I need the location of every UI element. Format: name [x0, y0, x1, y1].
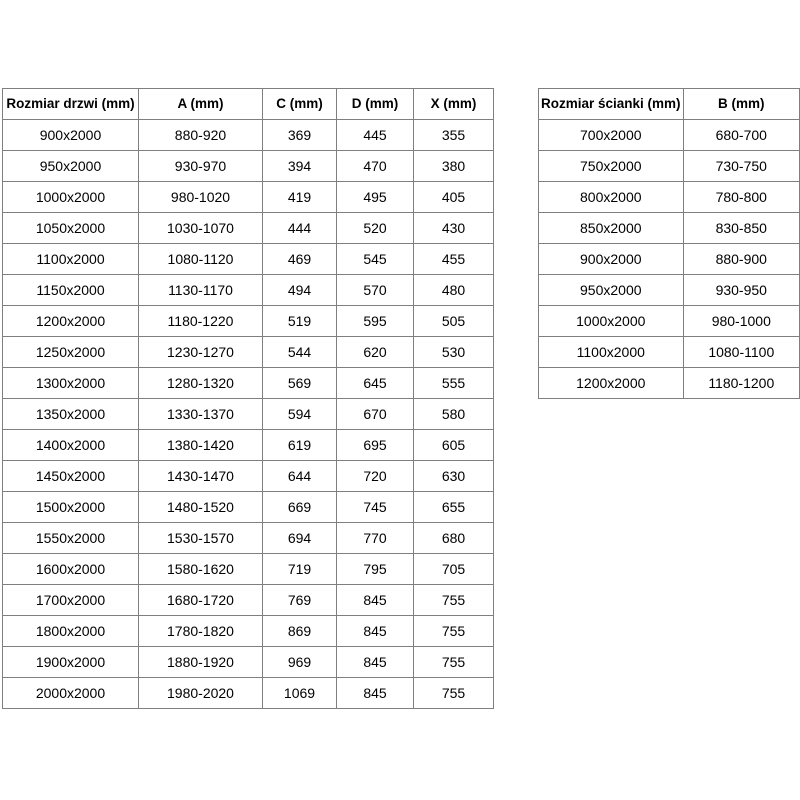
- table-cell: 755: [414, 678, 494, 709]
- table-cell: 1600x2000: [3, 554, 139, 585]
- table-row: [3, 647, 494, 678]
- table-cell: 1300x2000: [3, 368, 139, 399]
- table-cell: 1280-1320: [139, 368, 263, 399]
- table-row: [3, 523, 494, 554]
- table-cell: 1250x2000: [3, 337, 139, 368]
- table-cell: 694: [263, 523, 337, 554]
- table-cell: 594: [263, 399, 337, 430]
- table-cell: 519: [263, 306, 337, 337]
- table-cell: 1500x2000: [3, 492, 139, 523]
- table-row: [3, 368, 494, 399]
- table-row: [3, 399, 494, 430]
- table-cell: 969: [263, 647, 337, 678]
- table-cell: 520: [337, 213, 414, 244]
- table-cell: 845: [337, 616, 414, 647]
- table-row: [3, 120, 494, 151]
- table-cell: 480: [414, 275, 494, 306]
- table-cell: 705: [414, 554, 494, 585]
- table-row: [3, 337, 494, 368]
- table-cell: 1200x2000: [539, 368, 684, 399]
- column-header: C (mm): [263, 89, 337, 120]
- table-cell: 1580-1620: [139, 554, 263, 585]
- table-row: [539, 182, 800, 213]
- column-header: B (mm): [683, 89, 799, 120]
- table-cell: 1000x2000: [539, 306, 684, 337]
- table-cell: 900x2000: [539, 244, 684, 275]
- column-header: X (mm): [414, 89, 494, 120]
- table-cell: 2000x2000: [3, 678, 139, 709]
- table-cell: 845: [337, 678, 414, 709]
- table-cell: 655: [414, 492, 494, 523]
- table-cell: 745: [337, 492, 414, 523]
- table-row: [539, 151, 800, 182]
- table-cell: 669: [263, 492, 337, 523]
- table-row: [3, 213, 494, 244]
- table-cell: 795: [337, 554, 414, 585]
- table-cell: 570: [337, 275, 414, 306]
- table-cell: 1130-1170: [139, 275, 263, 306]
- table-cell: 605: [414, 430, 494, 461]
- table-row: [3, 151, 494, 182]
- table-cell: 1180-1200: [683, 368, 799, 399]
- table-cell: 880-900: [683, 244, 799, 275]
- table-row: [3, 430, 494, 461]
- table-cell: 1200x2000: [3, 306, 139, 337]
- table-cell: 755: [414, 616, 494, 647]
- table-cell: 1700x2000: [3, 585, 139, 616]
- table-cell: 930-970: [139, 151, 263, 182]
- wall-sizes-header-row: [539, 89, 800, 120]
- table-cell: 1000x2000: [3, 182, 139, 213]
- table-cell: 380: [414, 151, 494, 182]
- table-cell: 595: [337, 306, 414, 337]
- table-row: [539, 337, 800, 368]
- table-cell: 444: [263, 213, 337, 244]
- table-cell: 369: [263, 120, 337, 151]
- door-sizes-table: [2, 88, 494, 709]
- table-cell: 1550x2000: [3, 523, 139, 554]
- table-cell: 555: [414, 368, 494, 399]
- column-header: Rozmiar drzwi (mm): [3, 89, 139, 120]
- table-cell: 505: [414, 306, 494, 337]
- table-cell: 880-920: [139, 120, 263, 151]
- table-cell: 1350x2000: [3, 399, 139, 430]
- table-cell: 419: [263, 182, 337, 213]
- table-cell: 1030-1070: [139, 213, 263, 244]
- table-cell: 980-1000: [683, 306, 799, 337]
- table-cell: 1150x2000: [3, 275, 139, 306]
- table-row: [539, 213, 800, 244]
- table-row: [539, 120, 800, 151]
- table-cell: 1780-1820: [139, 616, 263, 647]
- table-cell: 1180-1220: [139, 306, 263, 337]
- table-cell: 680: [414, 523, 494, 554]
- table-cell: 1430-1470: [139, 461, 263, 492]
- table-cell: 730-750: [683, 151, 799, 182]
- table-cell: 1400x2000: [3, 430, 139, 461]
- table-cell: 719: [263, 554, 337, 585]
- table-cell: 1069: [263, 678, 337, 709]
- table-cell: 469: [263, 244, 337, 275]
- table-row: [3, 678, 494, 709]
- table-row: [539, 306, 800, 337]
- table-cell: 470: [337, 151, 414, 182]
- table-cell: 580: [414, 399, 494, 430]
- table-cell: 405: [414, 182, 494, 213]
- table-cell: 900x2000: [3, 120, 139, 151]
- column-header: D (mm): [337, 89, 414, 120]
- table-cell: 680-700: [683, 120, 799, 151]
- table-row: [3, 275, 494, 306]
- table-cell: 700x2000: [539, 120, 684, 151]
- table-cell: 750x2000: [539, 151, 684, 182]
- table-cell: 644: [263, 461, 337, 492]
- table-cell: 850x2000: [539, 213, 684, 244]
- table-cell: 769: [263, 585, 337, 616]
- table-cell: 670: [337, 399, 414, 430]
- table-cell: 355: [414, 120, 494, 151]
- table-cell: 1480-1520: [139, 492, 263, 523]
- table-row: [3, 554, 494, 585]
- table-cell: 950x2000: [3, 151, 139, 182]
- table-cell: 1330-1370: [139, 399, 263, 430]
- table-cell: 645: [337, 368, 414, 399]
- table-cell: 530: [414, 337, 494, 368]
- table-cell: 755: [414, 585, 494, 616]
- table-row: [3, 306, 494, 337]
- table-row: [539, 275, 800, 306]
- table-cell: 620: [337, 337, 414, 368]
- column-header: A (mm): [139, 89, 263, 120]
- table-cell: 1050x2000: [3, 213, 139, 244]
- wall-sizes-table: [538, 88, 800, 399]
- table-cell: 1100x2000: [539, 337, 684, 368]
- table-cell: 720: [337, 461, 414, 492]
- table-cell: 780-800: [683, 182, 799, 213]
- table-cell: 1230-1270: [139, 337, 263, 368]
- table-cell: 494: [263, 275, 337, 306]
- table-cell: 869: [263, 616, 337, 647]
- table-cell: 569: [263, 368, 337, 399]
- table-cell: 1680-1720: [139, 585, 263, 616]
- table-cell: 495: [337, 182, 414, 213]
- table-cell: 1100x2000: [3, 244, 139, 275]
- table-cell: 770: [337, 523, 414, 554]
- table-cell: 980-1020: [139, 182, 263, 213]
- table-cell: 1980-2020: [139, 678, 263, 709]
- table-row: [3, 616, 494, 647]
- table-cell: 445: [337, 120, 414, 151]
- table-cell: 455: [414, 244, 494, 275]
- table-cell: 1080-1120: [139, 244, 263, 275]
- table-row: [3, 182, 494, 213]
- table-cell: 830-850: [683, 213, 799, 244]
- table-cell: 630: [414, 461, 494, 492]
- table-cell: 1800x2000: [3, 616, 139, 647]
- table-cell: 619: [263, 430, 337, 461]
- table-cell: 1530-1570: [139, 523, 263, 554]
- table-row: [539, 368, 800, 399]
- table-row: [3, 244, 494, 275]
- table-cell: 544: [263, 337, 337, 368]
- table-cell: 545: [337, 244, 414, 275]
- table-row: [3, 461, 494, 492]
- table-cell: 930-950: [683, 275, 799, 306]
- table-cell: 845: [337, 585, 414, 616]
- table-cell: 845: [337, 647, 414, 678]
- table-row: [539, 244, 800, 275]
- table-cell: 1900x2000: [3, 647, 139, 678]
- table-cell: 1080-1100: [683, 337, 799, 368]
- table-cell: 1380-1420: [139, 430, 263, 461]
- table-row: [3, 492, 494, 523]
- table-cell: 1880-1920: [139, 647, 263, 678]
- column-header: Rozmiar ścianki (mm): [539, 89, 684, 120]
- table-cell: 1450x2000: [3, 461, 139, 492]
- door-sizes-header-row: [3, 89, 494, 120]
- table-cell: 800x2000: [539, 182, 684, 213]
- table-cell: 755: [414, 647, 494, 678]
- table-cell: 394: [263, 151, 337, 182]
- table-cell: 695: [337, 430, 414, 461]
- table-cell: 430: [414, 213, 494, 244]
- table-cell: 950x2000: [539, 275, 684, 306]
- table-row: [3, 585, 494, 616]
